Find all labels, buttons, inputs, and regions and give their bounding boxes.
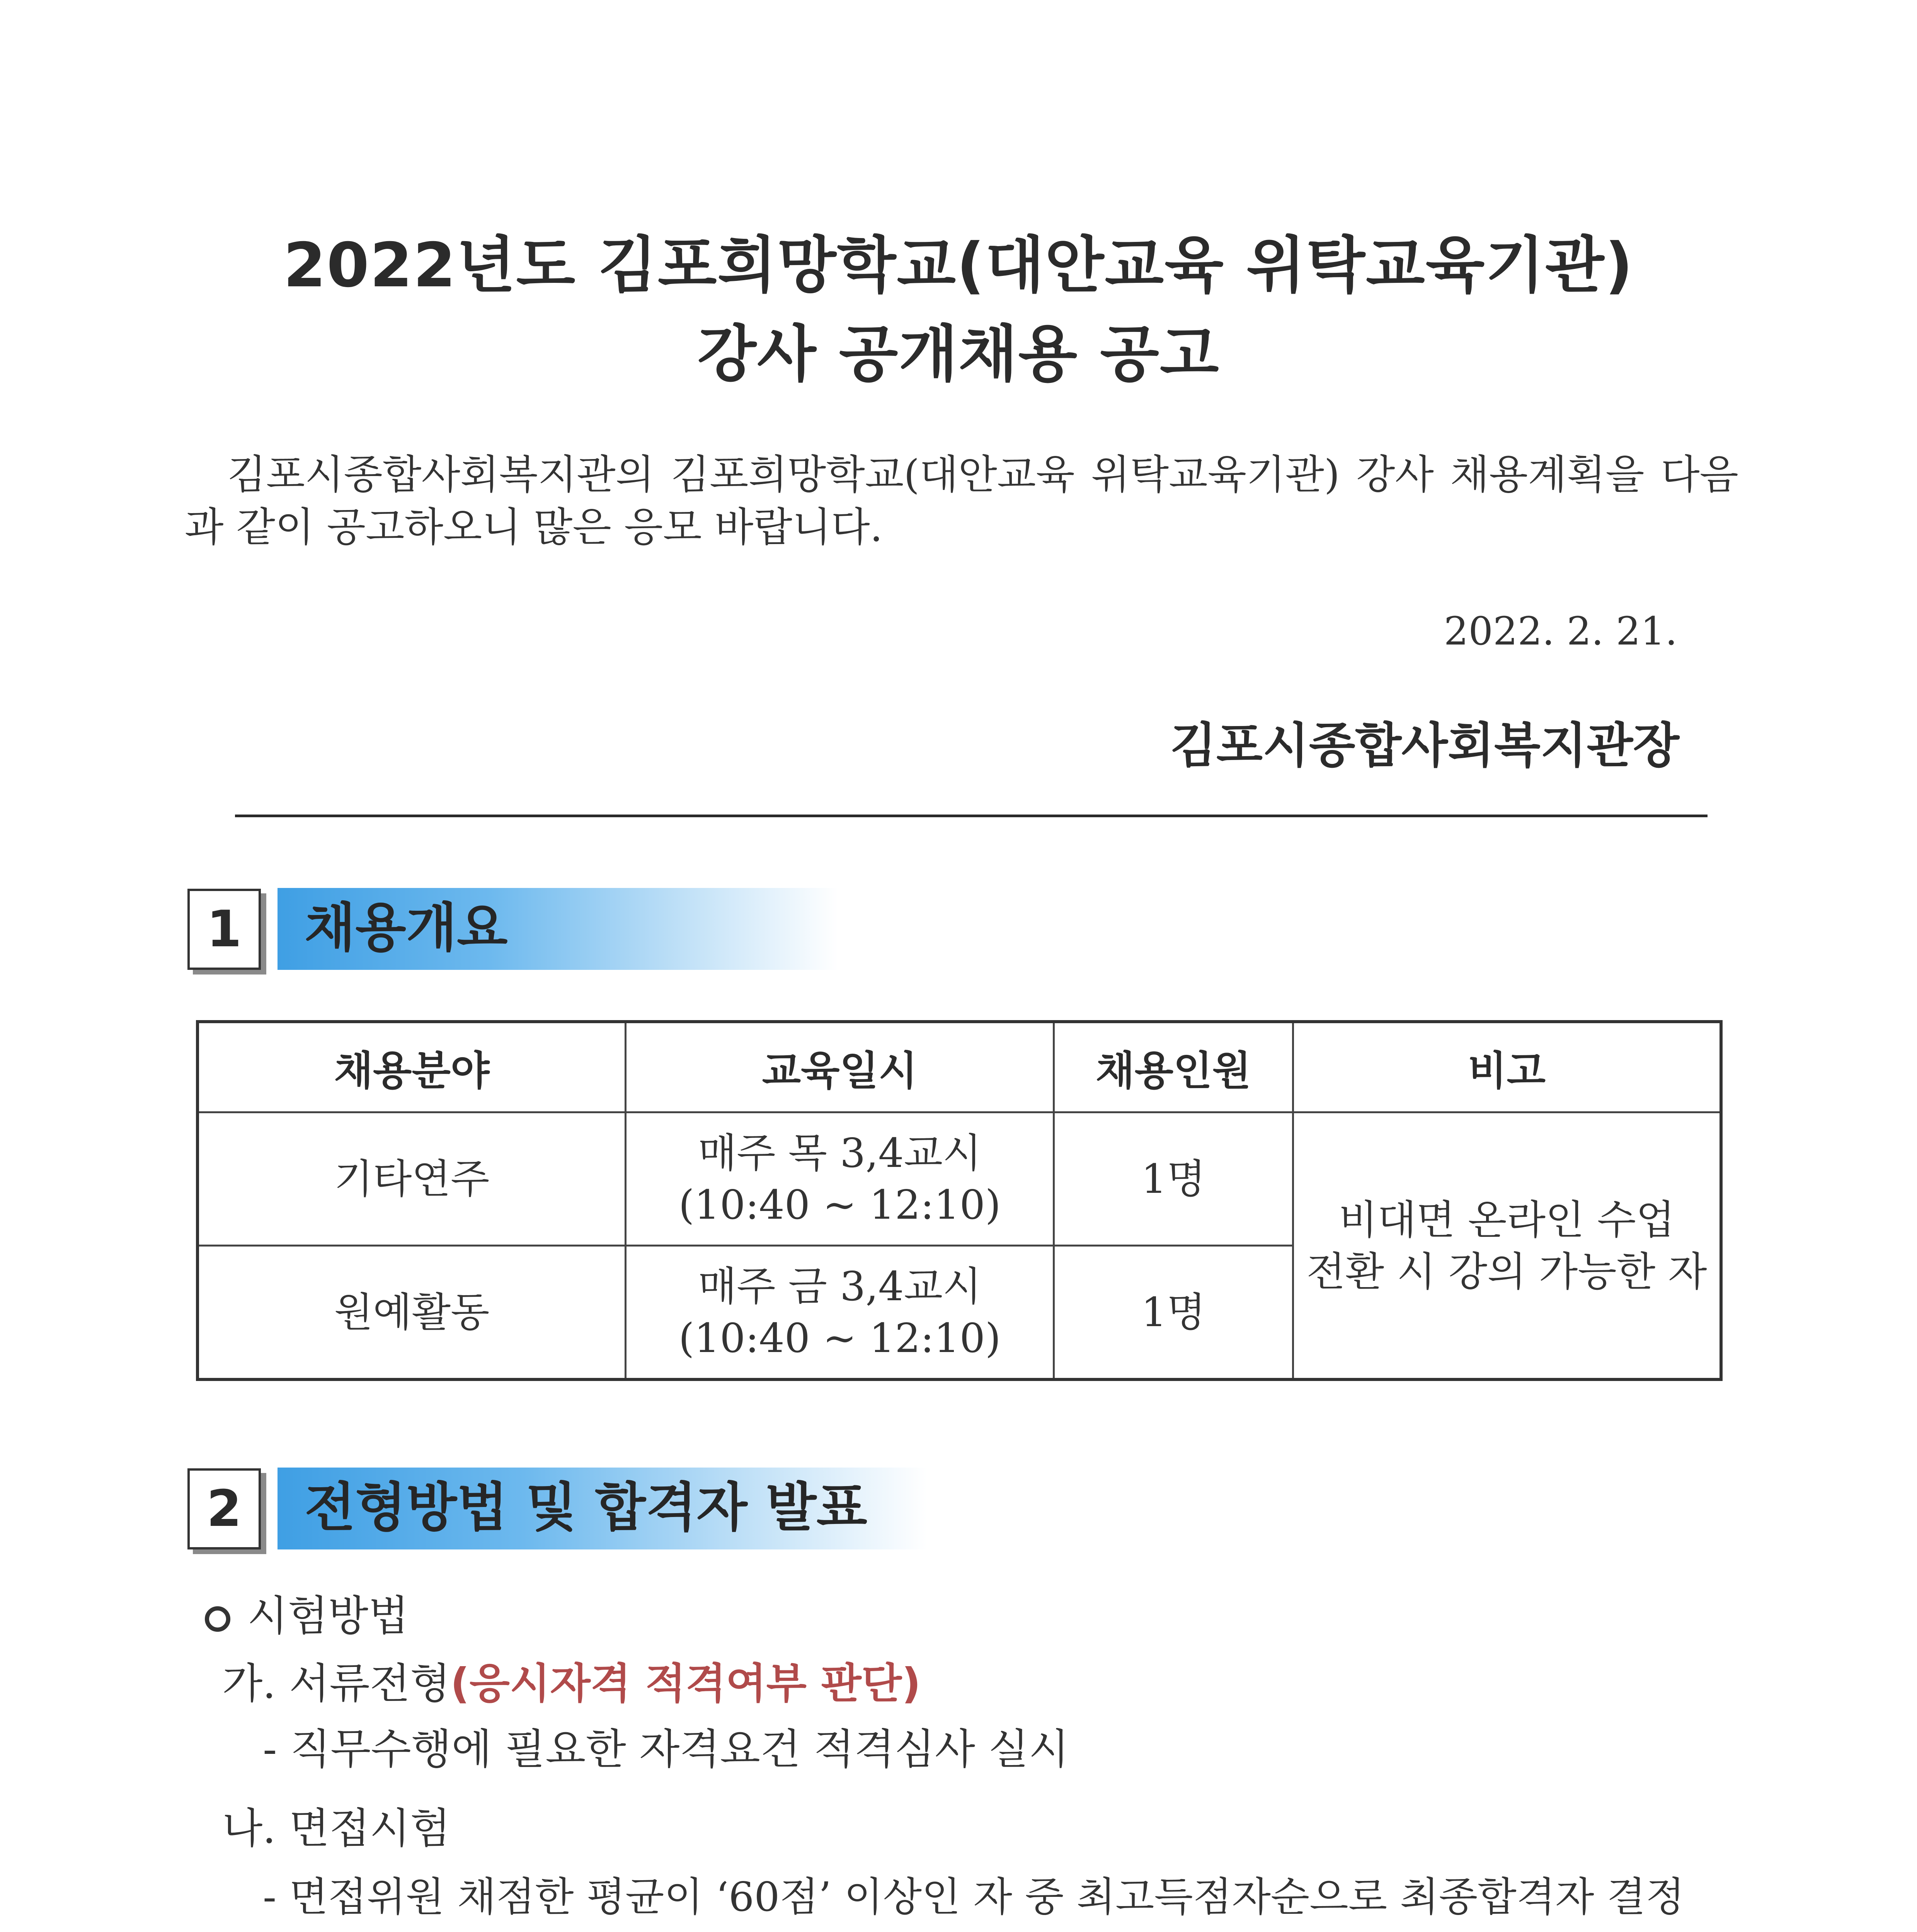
- document-screening-highlight: (응시자격 적격여부 판단): [450, 1660, 921, 1708]
- cell-count: 1명: [1054, 1112, 1293, 1246]
- circle-bullet-icon: [205, 1606, 230, 1632]
- schedule-time: (10:40 ~ 12:10): [678, 1315, 1001, 1362]
- schedule-time: (10:40 ~ 12:10): [678, 1181, 1001, 1228]
- cell-schedule: [626, 1112, 1054, 1246]
- page-title-line1: 2022년도 김포희망학교(대안교육 위탁교육기관): [283, 230, 1634, 301]
- table-header-row: [197, 1022, 1721, 1112]
- schedule-day: 매주 금 3,4교시: [698, 1263, 982, 1310]
- section-2-title: 전형방법 및 합격자 발표: [278, 1468, 927, 1549]
- section-1-number: 1: [187, 889, 261, 970]
- recruitment-table: [196, 1020, 1723, 1381]
- cell-field: 기타연주: [197, 1112, 626, 1246]
- section-2-number: 2: [187, 1468, 261, 1549]
- section-1-title: 채용개요: [278, 888, 838, 970]
- note-line2: 전환 시 강의 가능한 자: [1306, 1248, 1707, 1295]
- cell-schedule: [626, 1246, 1054, 1380]
- interview: 나. 면접시험: [222, 1804, 451, 1853]
- cell-note: [1293, 1112, 1721, 1380]
- document-screening: 가. 서류전형(응시자격 적격여부 판단): [222, 1660, 921, 1708]
- header-note: 비고: [1293, 1022, 1721, 1112]
- method-heading: 시험방법: [205, 1582, 409, 1642]
- divider: [235, 815, 1708, 817]
- signer: 김포시종합사회복지관장: [1170, 718, 1679, 774]
- schedule-day: 매주 목 3,4교시: [698, 1129, 982, 1177]
- table-row: [197, 1112, 1721, 1246]
- header-schedule: 교육일시: [626, 1022, 1054, 1112]
- header-field: 채용분야: [197, 1022, 626, 1112]
- document-screening-detail: - 직무수행에 필요한 자격요건 적격심사 실시: [263, 1725, 1069, 1774]
- cell-field: 원예활동: [197, 1246, 626, 1380]
- note-line1: 비대면 온라인 수업: [1338, 1196, 1675, 1243]
- announcement-date: 2022. 2. 21.: [1444, 609, 1677, 654]
- header-count: 채용인원: [1054, 1022, 1293, 1112]
- intro-paragraph: 김포시종합사회복지관의 김포희망학교(대안교육 위탁교육기관) 강사 채용계획을 다음과 같이 공고하오니 많은 응모 바랍니다.: [185, 451, 1738, 551]
- interview-detail: - 면접위원 채점한 평균이 ‘60점’ 이상인 자 중 최고득점자순으로 최종합격자 결정: [263, 1873, 1685, 1920]
- cell-count: 1명: [1054, 1246, 1293, 1380]
- page-title-line2: 강사 공개채용 공고: [697, 319, 1220, 390]
